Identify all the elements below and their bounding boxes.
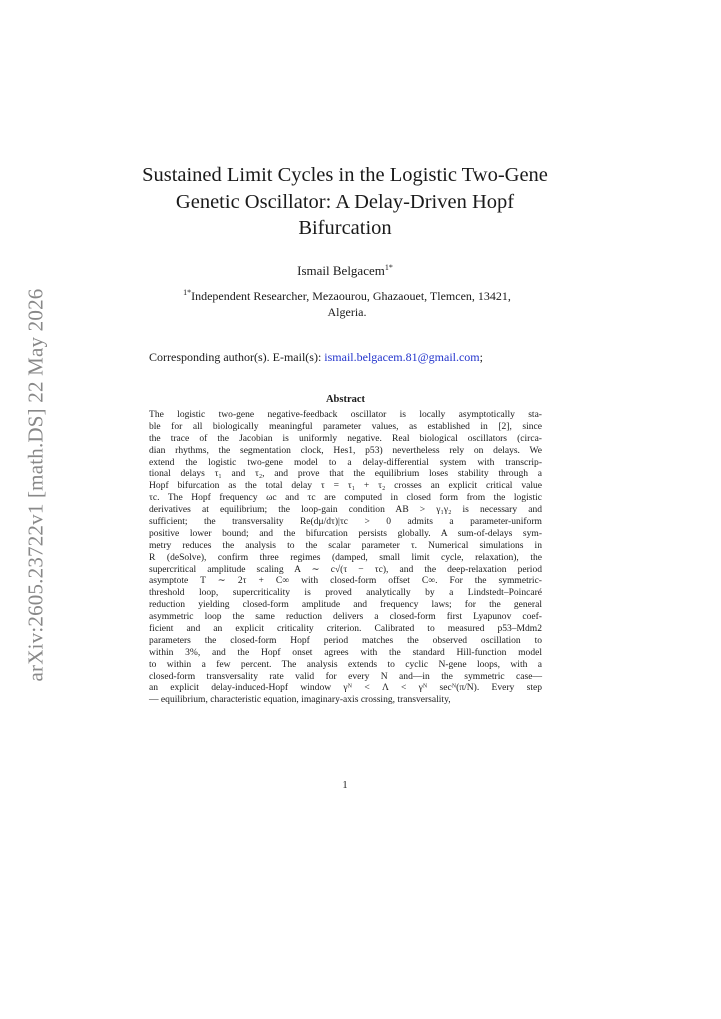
corresponding-trailing: ; bbox=[479, 350, 483, 364]
abstract-heading: Abstract bbox=[325, 394, 366, 405]
abstract-line: positive lower bound; and the bifurcation persists globally. A sum-of-delays sym- bbox=[149, 527, 542, 539]
abstract-line: — equilibrium, characteristic equation, imaginary-axis crossing, transversality, bbox=[149, 694, 451, 706]
abstract-line: ble for all biologically meaningful parameter values, as established in [2], since bbox=[149, 420, 542, 432]
paper-title bbox=[130, 162, 560, 242]
abstract-line: within 3%, and the Hopf onset agrees with the standard Hill-function model bbox=[149, 646, 542, 658]
abstract-line: metry reduces the analysis to the scalar parameter τ. Numerical simulations in bbox=[149, 539, 542, 551]
abstract-line: derivatives at equilibrium; the loop-gain condition AB > γ₁γ₂ is necessary and bbox=[149, 504, 542, 516]
author-name: Ismail Belgacem bbox=[297, 263, 385, 278]
corresponding-author bbox=[149, 350, 549, 365]
title-line: Sustained Limit Cycles in the Logistic Two-Gene bbox=[142, 164, 548, 186]
abstract-body bbox=[149, 409, 542, 706]
affiliation-text: Algeria. bbox=[327, 305, 367, 319]
page-number: 1 bbox=[342, 780, 348, 791]
abstract-line: asymptote T ∼ 2τ + C∞ with closed-form offset C∞. For the symmetric- bbox=[149, 575, 542, 587]
abstract-line: asymmetric loop the same reduction delivers a closed-form first Lyapunov coef- bbox=[149, 611, 542, 623]
author bbox=[130, 263, 560, 279]
abstract-line: The logistic two-gene negative-feedback oscillator is locally asymptotically sta- bbox=[149, 409, 542, 420]
abstract-line: Hopf bifurcation as the total delay τ = τ₁ + τ₂ crosses an explicit critical value bbox=[149, 480, 542, 492]
abstract-line: extend the logistic two-gene model to a delay-differential system with transcrip- bbox=[149, 456, 542, 468]
title-line: Bifurcation bbox=[298, 217, 392, 239]
abstract-line: ficient and an explicit criticality criterion. Calibrated to measured p53–Mdm2 bbox=[149, 623, 542, 635]
affiliation bbox=[142, 288, 552, 320]
author-marker: 1* bbox=[384, 263, 393, 272]
arxiv-stamp bbox=[18, 280, 54, 690]
abstract-line: the trace of the Jacobian is uniformly negative. Real biological oscillators (circa- bbox=[149, 432, 542, 444]
abstract-line: reduction yielding closed-form amplitude and frequency laws; for the general bbox=[149, 599, 542, 611]
abstract-line: parameters the closed-form Hopf period matches the observed oscillation to bbox=[149, 634, 542, 646]
abstract-line: closed-form transversality rate valid for every N and—in the symmetric case— bbox=[149, 670, 542, 682]
arxiv-stamp-text: arXiv:2605.23722v1 [math.DS] 22 May 2026 bbox=[23, 288, 48, 682]
email-link[interactable]: ismail.belgacem.81@gmail.com bbox=[324, 350, 480, 364]
abstract-line: supercritical amplitude scaling A ∼ c√(τ − τc), and the deep-relaxation period bbox=[149, 563, 542, 575]
abstract-line: dian rhythms, the segmentation clock, Hes1, p53) nevertheless rely on delays. We bbox=[149, 444, 542, 456]
abstract-line: R (deSolve), confirm three regimes (damped, small limit cycle, relaxation), the bbox=[149, 551, 542, 563]
abstract-line: sufficient; the transversality Re(dμ/dτ)|τc > 0 admits a parameter-uniform bbox=[149, 516, 542, 528]
abstract-line: τc. The Hopf frequency ωc and τc are computed in closed form from the logistic bbox=[149, 492, 542, 504]
abstract-line: an explicit delay-induced-Hopf window γᴺ < Λ < γᴺ secᴺ(π/N). Every step bbox=[149, 682, 542, 694]
affiliation-marker: 1* bbox=[183, 288, 192, 297]
abstract-line: threshold loop, supercriticality is proved analytically by a Lindstedt–Poincaré bbox=[149, 587, 542, 599]
abstract-line: tional delays τ₁ and τ₂, and prove that the equilibrium loses stability through a bbox=[149, 468, 542, 480]
affiliation-text: Independent Researcher, Mezaourou, Ghazaouet, Tlemcen, 13421, bbox=[191, 289, 511, 303]
title-line: Genetic Oscillator: A Delay-Driven Hopf bbox=[175, 190, 515, 213]
corresponding-label: Corresponding author(s). E-mail(s): bbox=[149, 350, 322, 364]
abstract-line: to within a few percent. The analysis extends to cyclic N-gene loops, with a bbox=[149, 658, 542, 670]
